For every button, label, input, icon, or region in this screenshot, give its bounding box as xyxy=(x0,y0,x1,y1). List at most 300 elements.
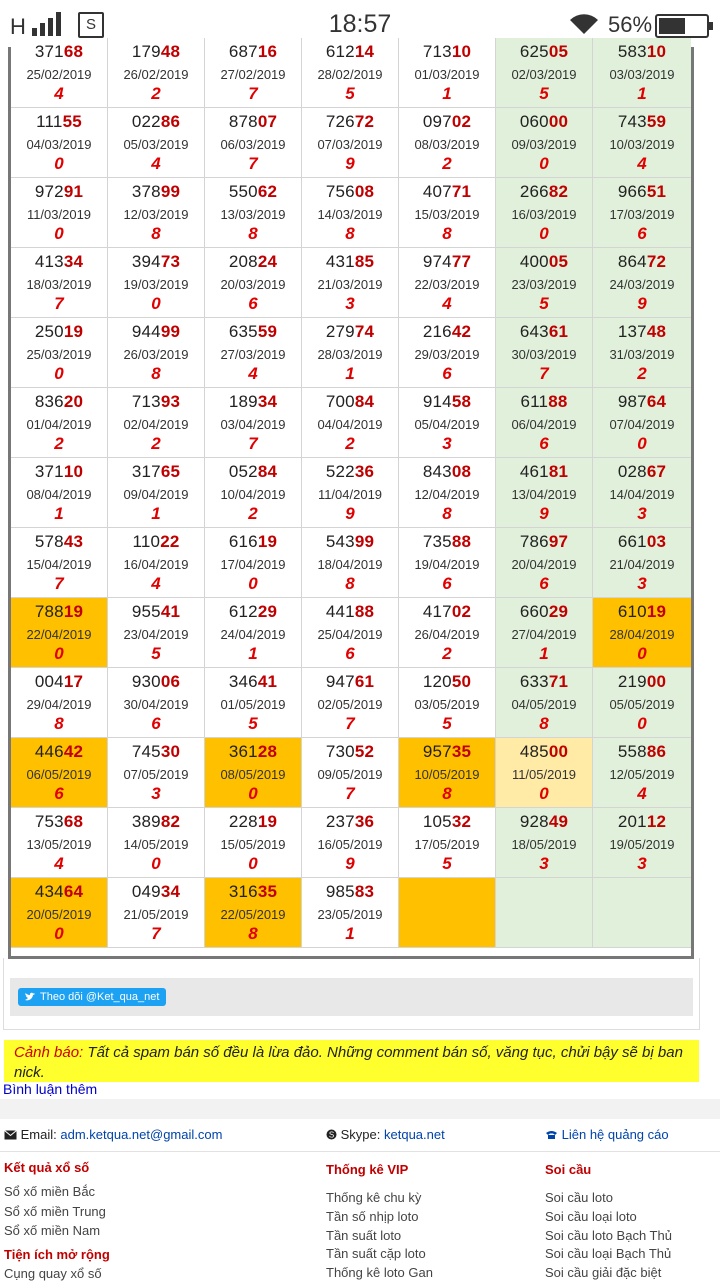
number-last-two: 81 xyxy=(548,462,569,481)
footer-link[interactable]: Soi cầu loto xyxy=(545,1190,613,1205)
result-date: 26/03/2019 xyxy=(123,347,189,362)
result-number xyxy=(11,112,107,132)
result-digit: 0 xyxy=(637,714,647,733)
result-date: 03/05/2019 xyxy=(414,697,480,712)
number-prefix: 743 xyxy=(617,112,647,131)
number-last-two: 64 xyxy=(63,882,84,901)
result-number xyxy=(108,672,204,692)
number-prefix: 389 xyxy=(131,812,161,831)
result-date: 19/05/2019 xyxy=(609,837,675,852)
result-cell xyxy=(302,668,399,738)
result-cell xyxy=(108,458,205,528)
result-digit: 4 xyxy=(637,154,647,173)
result-date: 06/03/2019 xyxy=(220,137,286,152)
result-cell xyxy=(108,318,205,388)
result-digit: 4 xyxy=(637,784,647,803)
result-digit: 6 xyxy=(442,574,452,593)
number-prefix: 786 xyxy=(519,532,549,551)
result-digit: 5 xyxy=(442,714,452,733)
result-digit: 4 xyxy=(151,154,161,173)
email-contact xyxy=(4,1127,222,1142)
result-number xyxy=(205,252,301,272)
number-last-two: 08 xyxy=(354,182,375,201)
result-number xyxy=(302,252,398,272)
result-digit: 0 xyxy=(248,784,258,803)
number-prefix: 928 xyxy=(519,812,549,831)
result-digit: 0 xyxy=(54,924,64,943)
result-cell xyxy=(205,598,302,668)
result-number xyxy=(205,602,301,622)
result-digit: 3 xyxy=(442,434,452,453)
number-prefix: 788 xyxy=(34,602,64,621)
result-digit: 2 xyxy=(442,154,452,173)
result-date: 07/04/2019 xyxy=(609,417,675,432)
result-digit: 6 xyxy=(539,574,549,593)
result-digit: 0 xyxy=(539,154,549,173)
result-number xyxy=(302,882,398,902)
result-cell xyxy=(399,878,496,948)
result-digit: 2 xyxy=(151,434,161,453)
result-date: 16/03/2019 xyxy=(511,207,577,222)
number-prefix: 228 xyxy=(228,812,258,831)
footer-link[interactable]: Soi cầu giải đặc biệt xyxy=(545,1265,662,1280)
result-cell xyxy=(593,808,691,878)
result-date: 16/05/2019 xyxy=(317,837,383,852)
battery-icon xyxy=(655,14,709,38)
result-number xyxy=(496,252,592,272)
number-prefix: 635 xyxy=(228,322,258,341)
result-cell xyxy=(399,738,496,808)
number-prefix: 864 xyxy=(617,252,647,271)
result-digit: 9 xyxy=(345,154,355,173)
footer-link[interactable]: Sổ xố miền Nam xyxy=(4,1223,101,1238)
result-cell xyxy=(302,178,399,248)
result-cell xyxy=(593,668,691,738)
result-number xyxy=(205,322,301,342)
result-number xyxy=(205,742,301,762)
result-number xyxy=(108,812,204,832)
result-digit: 1 xyxy=(345,924,355,943)
result-digit: 1 xyxy=(345,364,355,383)
number-last-two: 00 xyxy=(548,112,569,131)
number-last-two: 65 xyxy=(160,462,181,481)
result-number xyxy=(108,882,204,902)
result-date: 08/04/2019 xyxy=(26,487,92,502)
number-last-two: 86 xyxy=(646,742,667,761)
result-date: 23/03/2019 xyxy=(511,277,577,292)
result-date: 11/05/2019 xyxy=(511,767,577,782)
result-cell xyxy=(496,598,593,668)
number-prefix: 111 xyxy=(36,112,63,131)
result-cell xyxy=(11,178,108,248)
result-number xyxy=(302,392,398,412)
number-prefix: 097 xyxy=(422,112,452,131)
result-number xyxy=(302,462,398,482)
number-last-two: 88 xyxy=(548,392,568,411)
number-prefix: 361 xyxy=(228,742,258,761)
result-date: 10/05/2019 xyxy=(414,767,480,782)
result-cell xyxy=(302,248,399,318)
result-date: 31/03/2019 xyxy=(609,347,675,362)
number-prefix: 208 xyxy=(228,252,258,271)
number-last-two: 36 xyxy=(354,812,375,831)
number-last-two: 93 xyxy=(160,392,181,411)
result-number xyxy=(496,112,592,132)
result-number xyxy=(496,42,592,62)
result-number xyxy=(11,182,107,202)
result-number xyxy=(399,392,495,412)
number-last-two: 02 xyxy=(451,602,472,621)
result-date: 20/03/2019 xyxy=(220,277,286,292)
result-cell xyxy=(11,528,108,598)
result-cell xyxy=(399,248,496,318)
section-divider xyxy=(0,1099,720,1119)
footer-link[interactable]: Soi cầu loto Bạch Thủ xyxy=(545,1228,672,1243)
number-last-two: 00 xyxy=(548,742,569,761)
number-last-two: 84 xyxy=(354,392,375,411)
result-number xyxy=(496,182,592,202)
results-table xyxy=(8,42,694,959)
result-date: 13/04/2019 xyxy=(511,487,577,502)
result-cell xyxy=(205,178,302,248)
result-cell xyxy=(399,108,496,178)
result-number xyxy=(593,112,691,132)
number-prefix: 417 xyxy=(422,602,452,621)
result-digit: 4 xyxy=(54,84,64,103)
result-date: 04/04/2019 xyxy=(317,417,383,432)
number-prefix: 611 xyxy=(520,392,549,411)
result-cell xyxy=(496,878,593,948)
number-prefix: 028 xyxy=(617,462,647,481)
number-last-two: 22 xyxy=(160,532,180,551)
result-number xyxy=(11,252,107,272)
result-cell xyxy=(399,38,496,108)
result-cell xyxy=(399,458,496,528)
number-last-two: 14 xyxy=(354,42,375,61)
follow-bar xyxy=(10,978,693,1016)
footer-link[interactable]: Tần suất loto xyxy=(326,1228,402,1243)
result-date: 08/03/2019 xyxy=(414,137,480,152)
result-digit: 5 xyxy=(345,84,355,103)
number-prefix: 660 xyxy=(519,602,549,621)
number-prefix: 700 xyxy=(325,392,355,411)
number-prefix: 407 xyxy=(422,182,452,201)
result-number xyxy=(593,462,691,482)
result-digit: 0 xyxy=(539,784,549,803)
footer-link[interactable]: Soi cầu loại loto xyxy=(545,1209,637,1224)
result-date: 20/05/2019 xyxy=(26,907,92,922)
result-cell xyxy=(593,38,691,108)
result-digit: 3 xyxy=(637,574,647,593)
number-last-two: 83 xyxy=(354,882,375,901)
result-date: 15/03/2019 xyxy=(414,207,480,222)
ads-contact[interactable] xyxy=(545,1127,669,1142)
number-prefix: 616 xyxy=(228,532,258,551)
number-prefix: 179 xyxy=(131,42,161,61)
number-last-two: 34 xyxy=(63,252,84,271)
result-cell xyxy=(11,598,108,668)
footer-link[interactable]: Sổ xố miền Bắc xyxy=(4,1184,96,1199)
more-comments-link[interactable]: Bình luận thêm xyxy=(3,1081,98,1097)
number-prefix: 394 xyxy=(131,252,161,271)
result-cell xyxy=(108,388,205,458)
result-date: 14/04/2019 xyxy=(609,487,675,502)
result-date: 18/04/2019 xyxy=(317,557,383,572)
result-number xyxy=(399,602,495,622)
result-number xyxy=(205,672,301,692)
result-date: 24/04/2019 xyxy=(220,627,286,642)
number-last-two: 29 xyxy=(548,602,569,621)
result-date: 08/05/2019 xyxy=(220,767,286,782)
result-date: 05/05/2019 xyxy=(609,697,675,712)
spam-warning xyxy=(4,1040,699,1082)
result-cell xyxy=(496,248,593,318)
result-number xyxy=(593,602,691,622)
result-number xyxy=(302,112,398,132)
result-number xyxy=(399,112,495,132)
number-last-two: 82 xyxy=(548,182,569,201)
result-number xyxy=(496,602,592,622)
result-digit: 8 xyxy=(345,574,355,593)
result-cell xyxy=(302,38,399,108)
result-number xyxy=(205,182,301,202)
number-prefix: 625 xyxy=(519,42,549,61)
footer-link[interactable]: Thống kê loto Gan xyxy=(326,1265,433,1280)
result-digit: 0 xyxy=(151,294,161,313)
result-date: 04/03/2019 xyxy=(26,137,92,152)
result-digit: 8 xyxy=(539,714,549,733)
result-number xyxy=(496,322,592,342)
result-digit: 3 xyxy=(637,854,647,873)
result-cell xyxy=(496,178,593,248)
result-cell xyxy=(496,318,593,388)
result-date: 14/03/2019 xyxy=(317,207,383,222)
result-date: 14/05/2019 xyxy=(123,837,189,852)
result-cell xyxy=(205,388,302,458)
number-prefix: 756 xyxy=(325,182,355,201)
result-digit: 5 xyxy=(539,294,549,313)
result-date: 23/04/2019 xyxy=(123,627,189,642)
result-digit: 3 xyxy=(637,504,647,523)
result-number xyxy=(108,392,204,412)
number-last-two: 30 xyxy=(160,742,181,761)
result-number xyxy=(302,42,398,62)
number-last-two: 91 xyxy=(63,182,84,201)
number-last-two: 07 xyxy=(257,112,278,131)
footer-link[interactable]: Cụng quay xổ số xyxy=(4,1266,102,1281)
skype-icon xyxy=(326,1129,337,1140)
result-digit: 2 xyxy=(637,364,647,383)
result-number xyxy=(302,602,398,622)
result-cell xyxy=(399,388,496,458)
number-prefix: 836 xyxy=(34,392,64,411)
result-digit: 2 xyxy=(345,434,355,453)
number-last-two: 72 xyxy=(646,252,667,271)
number-last-two: 77 xyxy=(451,252,472,271)
number-last-two: 41 xyxy=(160,602,181,621)
number-prefix: 735 xyxy=(422,532,452,551)
twitter-follow-button[interactable] xyxy=(18,988,166,1006)
number-prefix: 250 xyxy=(34,322,64,341)
footer-link[interactable]: Tần số nhịp loto xyxy=(326,1209,419,1224)
result-cell xyxy=(593,108,691,178)
result-digit: 0 xyxy=(637,434,647,453)
result-date: 18/05/2019 xyxy=(511,837,577,852)
number-prefix: 120 xyxy=(422,672,452,691)
number-prefix: 371 xyxy=(34,462,64,481)
result-cell xyxy=(205,808,302,878)
result-cell xyxy=(205,38,302,108)
result-number xyxy=(108,462,204,482)
result-date: 21/05/2019 xyxy=(123,907,189,922)
result-number xyxy=(399,182,495,202)
result-digit: 6 xyxy=(151,714,161,733)
number-last-two: 10 xyxy=(63,462,84,481)
result-date: 27/02/2019 xyxy=(220,67,286,82)
footer-link[interactable]: Sổ xố miền Trung xyxy=(4,1204,106,1219)
result-cell xyxy=(11,808,108,878)
result-number xyxy=(496,532,592,552)
number-last-two: 59 xyxy=(257,322,278,341)
result-cell xyxy=(496,528,593,598)
result-number xyxy=(11,42,107,62)
number-last-two: 88 xyxy=(451,532,472,551)
result-digit: 0 xyxy=(539,224,549,243)
result-number xyxy=(593,322,691,342)
number-last-two: 19 xyxy=(63,602,84,621)
result-cell xyxy=(108,878,205,948)
result-number xyxy=(302,182,398,202)
result-number xyxy=(302,742,398,762)
result-date: 29/04/2019 xyxy=(26,697,92,712)
number-last-two: 85 xyxy=(354,252,375,271)
result-cell xyxy=(205,318,302,388)
result-date: 02/05/2019 xyxy=(317,697,383,712)
result-digit: 5 xyxy=(442,854,452,873)
result-date: 11/03/2019 xyxy=(26,207,92,222)
number-prefix: 110 xyxy=(132,532,161,551)
number-prefix: 434 xyxy=(34,882,64,901)
result-digit: 6 xyxy=(442,364,452,383)
result-date: 19/04/2019 xyxy=(414,557,480,572)
result-date: 30/04/2019 xyxy=(123,697,189,712)
result-digit: 9 xyxy=(539,504,549,523)
result-date: 15/05/2019 xyxy=(220,837,286,852)
number-prefix: 052 xyxy=(228,462,258,481)
result-date: 22/05/2019 xyxy=(220,907,286,922)
result-number xyxy=(108,42,204,62)
result-cell xyxy=(399,178,496,248)
result-digit: 5 xyxy=(539,84,549,103)
result-date: 05/03/2019 xyxy=(123,137,189,152)
footer-title-vip: Thống kê VIP xyxy=(326,1162,409,1177)
number-prefix: 316 xyxy=(228,882,258,901)
number-last-two: 71 xyxy=(451,182,472,201)
number-prefix: 446 xyxy=(34,742,64,761)
number-last-two: 99 xyxy=(354,532,375,551)
screenshot-icon: S xyxy=(78,12,104,38)
number-prefix: 441 xyxy=(325,602,355,621)
result-date: 30/03/2019 xyxy=(511,347,577,362)
number-last-two: 50 xyxy=(451,672,472,691)
result-digit: 5 xyxy=(151,644,161,663)
result-digit: 1 xyxy=(637,84,647,103)
result-cell xyxy=(11,668,108,738)
result-digit: 1 xyxy=(539,644,549,663)
result-number xyxy=(593,252,691,272)
result-date: 29/03/2019 xyxy=(414,347,480,362)
result-cell xyxy=(302,878,399,948)
footer-link[interactable]: Thống kê chu kỳ xyxy=(326,1190,422,1205)
result-cell xyxy=(108,248,205,318)
number-prefix: 400 xyxy=(519,252,549,271)
result-number xyxy=(593,672,691,692)
number-last-two: 02 xyxy=(451,112,472,131)
result-number xyxy=(593,812,691,832)
result-number xyxy=(11,602,107,622)
number-last-two: 84 xyxy=(257,462,278,481)
result-digit: 8 xyxy=(54,714,64,733)
result-date: 03/03/2019 xyxy=(609,67,675,82)
result-number xyxy=(399,742,495,762)
result-digit: 3 xyxy=(151,784,161,803)
twitter-follow-label: Theo dõi @Ket_qua_net xyxy=(40,991,160,1003)
result-date: 21/03/2019 xyxy=(317,277,383,292)
result-date: 10/03/2019 xyxy=(609,137,675,152)
result-number xyxy=(108,252,204,272)
footer-divider xyxy=(0,1151,720,1152)
number-prefix: 105 xyxy=(422,812,452,831)
result-cell xyxy=(496,808,593,878)
footer-link[interactable]: Tần suất cặp loto xyxy=(326,1246,426,1261)
number-last-two: 72 xyxy=(354,112,375,131)
number-prefix: 060 xyxy=(519,112,549,131)
number-prefix: 643 xyxy=(519,322,549,341)
number-last-two: 35 xyxy=(451,742,472,761)
footer-link[interactable]: Soi cầu loại Bạch Thủ xyxy=(545,1246,672,1261)
number-prefix: 610 xyxy=(617,602,647,621)
result-date: 06/05/2019 xyxy=(26,767,92,782)
result-cell xyxy=(302,808,399,878)
result-date: 09/04/2019 xyxy=(123,487,189,502)
result-digit: 8 xyxy=(442,224,452,243)
result-number xyxy=(205,462,301,482)
result-cell xyxy=(496,108,593,178)
result-number xyxy=(108,322,204,342)
result-number xyxy=(108,112,204,132)
result-digit: 8 xyxy=(248,224,258,243)
number-prefix: 317 xyxy=(131,462,161,481)
number-prefix: 661 xyxy=(617,532,647,551)
result-digit: 7 xyxy=(151,924,161,943)
result-date: 13/05/2019 xyxy=(26,837,92,852)
result-digit: 0 xyxy=(248,854,258,873)
result-date: 12/03/2019 xyxy=(123,207,189,222)
result-cell xyxy=(205,878,302,948)
result-cell xyxy=(399,318,496,388)
result-cell xyxy=(11,318,108,388)
number-last-two: 52 xyxy=(354,742,375,761)
number-prefix: 726 xyxy=(325,112,355,131)
result-digit: 6 xyxy=(345,644,355,663)
result-cell xyxy=(302,318,399,388)
ads-link[interactable]: Liên hệ quảng cáo xyxy=(561,1127,669,1142)
skype-link[interactable]: ketqua.net xyxy=(384,1127,445,1142)
result-digit: 8 xyxy=(442,784,452,803)
email-link[interactable]: adm.ketqua.net@gmail.com xyxy=(60,1127,223,1142)
number-prefix: 237 xyxy=(325,812,355,831)
number-last-two: 34 xyxy=(160,882,181,901)
